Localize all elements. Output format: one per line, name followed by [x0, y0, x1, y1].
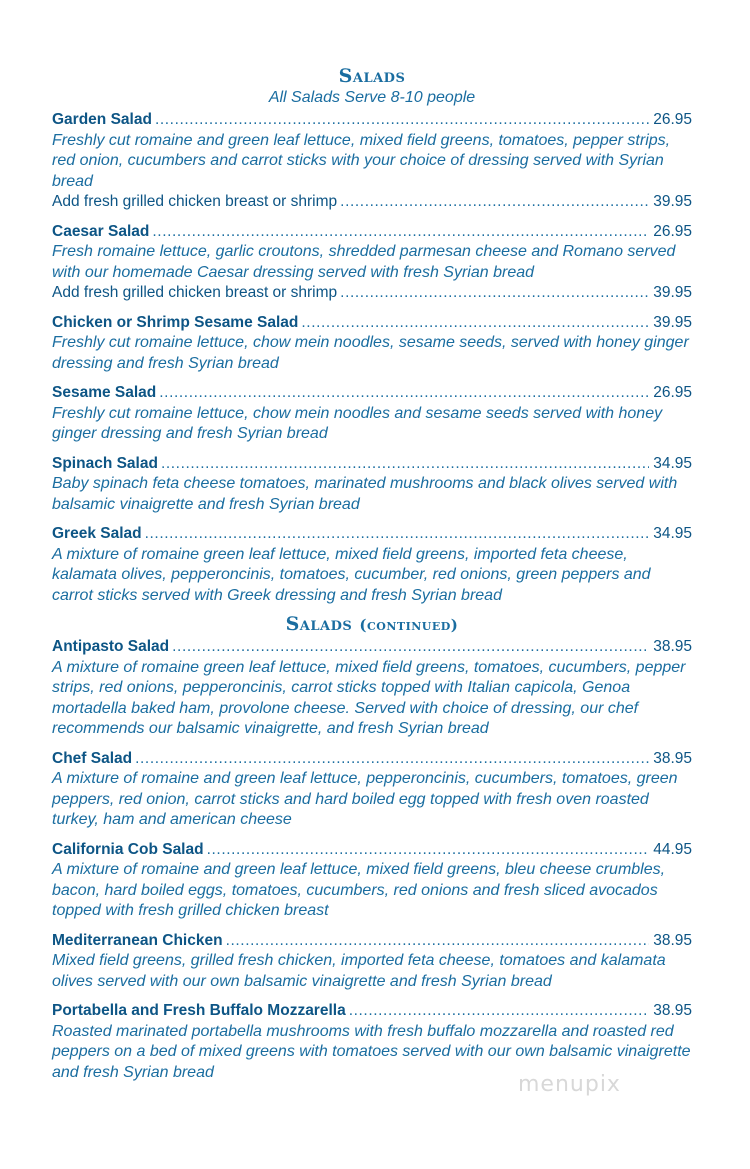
item-description: Fresh romaine lettuce, garlic croutons, shredded parmesan cheese and Romano served with our homemade Caesar dressing served with fresh Syrian bread — [52, 243, 676, 281]
leader-dots — [172, 637, 649, 658]
item-price: 38.95 — [653, 931, 692, 949]
item-description: Freshly cut romaine and green leaf lettuce, mixed field greens, tomatoes, pepper strips, red onion, cucumbers and carrot sticks with your choice of dressing served with Syrian bread — [52, 131, 671, 190]
item-description: Baby spinach feta cheese tomatoes, marinated mushrooms and black olives served with balsamic vinaigrette and fresh Syrian bread — [52, 475, 678, 513]
item-price: 38.95 — [653, 638, 692, 655]
section-subtitle: All Salads Serve 8-10 people — [268, 89, 476, 106]
item-price: 39.95 — [653, 313, 692, 331]
leader-dots — [161, 454, 649, 475]
item-name: California Cob Salad — [52, 840, 204, 858]
item-header — [52, 454, 692, 475]
item-name: Greek Salad — [52, 525, 142, 542]
item-price: 26.95 — [653, 222, 692, 240]
addon-price: 39.95 — [653, 193, 692, 210]
leader-dots — [301, 313, 649, 334]
item-addon — [52, 192, 692, 213]
leader-dots — [349, 1001, 650, 1022]
item-description: Roasted marinated portabella mushrooms with fresh buffalo mozzarella and roasted red peppers on a bed of mixed greens with tomatoes served with our own balsamic vinaigrette and fresh Syrian bread — [52, 1022, 691, 1081]
item-price: 34.95 — [653, 525, 692, 542]
menu-item-caesar-salad — [52, 222, 692, 304]
item-header — [52, 1001, 692, 1022]
item-header — [52, 110, 692, 131]
item-name: Garden Salad — [52, 111, 152, 128]
leader-dots — [145, 524, 650, 545]
item-header — [52, 383, 692, 404]
item-name: Mediterranean Chicken — [52, 931, 223, 949]
section-title-salads: Salads — [338, 65, 406, 87]
item-price: 34.95 — [653, 454, 692, 472]
item-description: A mixture of romaine green leaf lettuce, mixed field greens, imported feta cheese, kalamata olives, pepperoncinis, tomatoes, cucumber, red onions, green peppers and carrot sticks served with Greek dressing and fresh Syrian bread — [52, 545, 651, 604]
addon-label: Add fresh grilled chicken breast or shrimp — [52, 284, 338, 301]
menu-item-greek-salad — [52, 524, 692, 606]
menu-item-garden-salad — [52, 110, 692, 213]
leader-dots — [159, 383, 649, 404]
section-title-salads-continued — [52, 612, 692, 637]
item-name: Sesame Salad — [52, 384, 157, 401]
leader-dots — [340, 283, 649, 304]
menu-page — [52, 64, 692, 1092]
menu-item-california-cob-salad — [52, 840, 692, 922]
leader-dots — [152, 222, 649, 243]
item-price: 38.95 — [653, 749, 692, 767]
item-price: 26.95 — [653, 384, 692, 401]
menupix-watermark: menupix — [518, 1072, 621, 1097]
item-description: A mixture of romaine and green leaf lettuce, mixed field greens, bleu cheese crumbles, bacon, hard boiled eggs, tomatoes, cucumbers, red onions and fresh sliced avocados topped with fresh grilled chicken breast — [52, 861, 666, 919]
item-description: A mixture of romaine and green leaf lettuce, pepperoncinis, cucumbers, tomatoes, green peppers, red onion, carrot sticks and hard boiled egg topped with fresh oven roasted turkey, ham and american cheese — [52, 770, 678, 828]
item-name: Chef Salad — [52, 749, 133, 767]
section-title-suffix: (continued) — [359, 616, 459, 634]
menu-item-spinach-salad — [52, 454, 692, 516]
leader-dots — [135, 749, 649, 770]
item-description: A mixture of romaine green leaf lettuce, mixed field greens, tomatoes, cucumbers, pepper strips, red onions, pepperoncinis, carrot sticks topped with Italian capicola, Genoa mortadella baked ham, provolone cheese. Served with choice of dressing, our chef recommends our balsamic vinaigrette, and fresh Syrian bread — [52, 658, 686, 737]
item-description: Mixed field greens, grilled fresh chicken, imported feta cheese, tomatoes and kalamata olives served with our own balsamic vinaigrette and fresh Syrian bread — [52, 952, 666, 990]
menu-item-chicken-shrimp-sesame-salad — [52, 313, 692, 375]
menu-item-mediterranean-chicken — [52, 931, 692, 993]
leader-dots — [226, 931, 650, 952]
item-header — [52, 840, 692, 861]
menu-item-chef-salad — [52, 749, 692, 831]
menu-item-antipasto-salad — [52, 637, 692, 740]
menu-item-portabella-buffalo-mozzarella — [52, 1001, 692, 1083]
item-description: Freshly cut romaine lettuce, chow mein noodles and sesame seeds served with honey ginger dressing and fresh Syrian bread — [52, 404, 663, 442]
item-name: Antipasto Salad — [52, 638, 170, 655]
item-header — [52, 222, 692, 243]
item-price: 38.95 — [653, 1002, 692, 1019]
item-header — [52, 749, 692, 770]
item-name: Caesar Salad — [52, 222, 150, 240]
item-name: Portabella and Fresh Buffalo Mozzarella — [52, 1002, 346, 1019]
item-header — [52, 313, 692, 334]
item-name: Spinach Salad — [52, 454, 158, 472]
item-addon — [52, 283, 692, 304]
menu-item-sesame-salad — [52, 383, 692, 445]
item-header — [52, 931, 692, 952]
leader-dots — [340, 192, 649, 213]
item-price: 26.95 — [653, 111, 692, 128]
item-header — [52, 524, 692, 545]
item-price: 44.95 — [653, 840, 692, 858]
leader-dots — [155, 110, 649, 131]
item-description: Freshly cut romaine lettuce, chow mein noodles, sesame seeds, served with honey ginger dressing and fresh Syrian bread — [52, 334, 689, 372]
addon-price: 39.95 — [653, 284, 692, 301]
section-title-text: Salads — [285, 613, 353, 635]
item-header — [52, 637, 692, 658]
leader-dots — [207, 840, 650, 861]
item-name: Chicken or Shrimp Sesame Salad — [52, 313, 299, 331]
addon-label: Add fresh grilled chicken breast or shrimp — [52, 193, 338, 210]
